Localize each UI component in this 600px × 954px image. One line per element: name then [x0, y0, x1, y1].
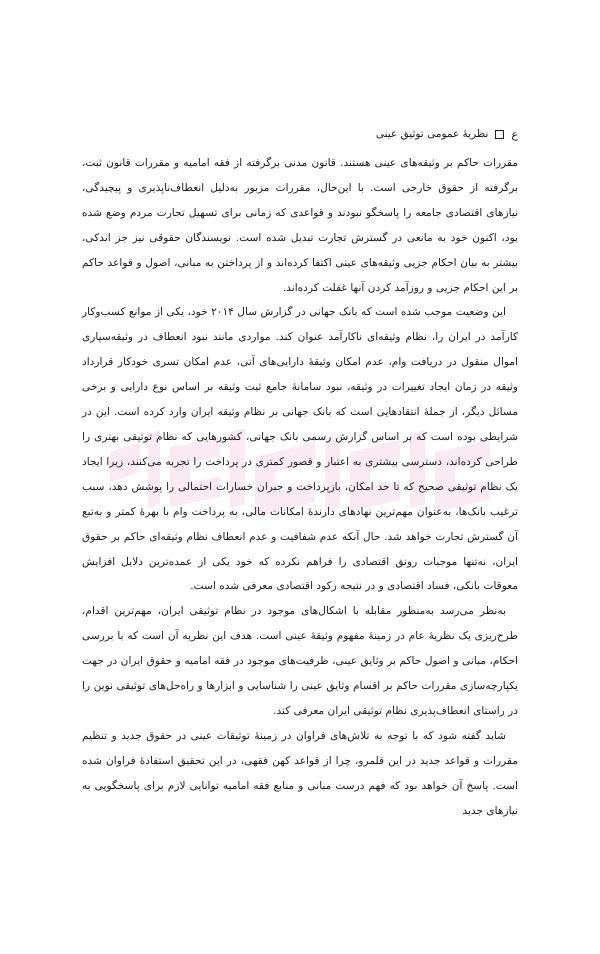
- running-head: [82, 125, 518, 143]
- running-head-title: نظریهٔ عمومی توثیق عینی: [375, 128, 489, 140]
- paragraph-2: این وضعیت موجب شده است که بانک جهانی در گزارش سال ۲۰۱۴ خود، یکی از موانع کسب‌وکار کارآمد در ایران را، نظام وثیقه‌ای ناکارآمد عنوان کند. مواردی مانند نبود انعطاف در وثیقه‌سپاری اموال منقول در دریافت وام، عدم امکان وثیقهٔ دارایی‌های آتی، عدم امکان تسری خودکار قرارداد وثیقه در زمان ایجاد تغییرات در وثیقه، نبود سامانهٔ جامع ثبت وثیقه بر اساس نوع دارایی و برخی مسائل دیگر، از جملهٔ انتقادهایی است که بانک جهانی بر نظام وثیقه ایران وارد کرده است. این در شرایطی بوده است که بر اساس گزارش رسمی بانک جهانی، کشورهایی که نظام توثیقی بهتری را طراحی کرده‌اند، دسترسی بیشتری به اعتبار و قصور کمتری در پرداخت را تجربه می‌کنند، زیرا ایجاد یک نظام توثیقی صحیح که تا حد امکان، بازپرداخت و جبران خسارات احتمالی را پوشش دهد، سبب ترغیب بانک‌ها، به‌عنوان مهم‌ترین نهادهای دارندهٔ امکانات مالی، به پرداخت وام با بهرهٔ کمتر و به‌تبع آن گسترش تجارت خواهد شد. حال آنکه عدم شفافیت و عدم انعطاف نظام وثیقه‌ای حاکم بر حقوق ایران، نه‌تنها موجبات رونق اقتصادی را فراهم نکرده که خود یکی از عمده‌ترین دلایل افزایش معوقات بانکی، فساد اقتصادی و در نتیجه رکود اقتصادی معرفی شده است.: [82, 306, 518, 593]
- square-bullet-icon: [495, 130, 504, 139]
- paragraph-4: شاید گفته شود که با توجه به تلاش‌های فراوان در زمینهٔ توثیقات عینی در حقوق جدید و تنظیم مقررات و قواعد جدید در این قلمرو، چرا از قواعد کهن فقهی، در این تحقیق استفادهٔ فراوان شده است. پاسخ آن خواهد بود که فهم درست مبانی و منابع فقه امامیه توانایی لازم برای پاسخگویی به نیازهای جدید: [82, 729, 518, 817]
- page-number: ع: [511, 127, 518, 141]
- body-text: [82, 151, 518, 823]
- document-page: [82, 125, 518, 823]
- paragraph-3: به‌نظر می‌رسد به‌منظور مقابله با اشکال‌های موجود در نظام توثیقی ایران، مهم‌ترین اقدام، طرح‌ریزی یک نظریهٔ عام در زمینهٔ مفهوم وثیقهٔ عینی است. هدف این نظریه آن است که با بررسی احکام، مبانی و اصول حاکم بر وثایق عینی، ظرفیت‌های موجود در فقه امامیه و حقوق ایران در جهت یکپارچه‌سازی مقررات حاکم بر اقسام وثایق عینی را شناسایی و ابزارها و راه‌حل‌های توثیقی نوین را در راستای انعطاف‌پذیری نظام توثیقی ایران معرفی کند.: [82, 605, 518, 717]
- paragraph-1: مقررات حاکم بر وثیقه‌های عینی هستند. قانون مدنی برگرفته از فقه امامیه و مقررات قانون ثبت، برگرفته از حقوق خارجی است. با این‌حال، مقررات مزبور به‌دلیل انعطاف‌ناپذیری و پیچیدگی، نیازهای اقتصادی جامعه را پاسخگو نبودند و قواعدی که زمانی برای تسهیل تجارت مردم وضع شده بود، اکنون خود به مانعی در گسترش تجارت تبدیل شده است. نویسندگان حقوقی نیز جز اندکی، بیشتر به بیان احکام جزیی وثیقه‌های عینی اکتفا کرده‌اند و از پرداختن به مبانی، اصول و قواعد حاکم بر این احکام جزیی و روزآمد کردن آنها غفلت کرده‌اند.: [82, 157, 518, 294]
